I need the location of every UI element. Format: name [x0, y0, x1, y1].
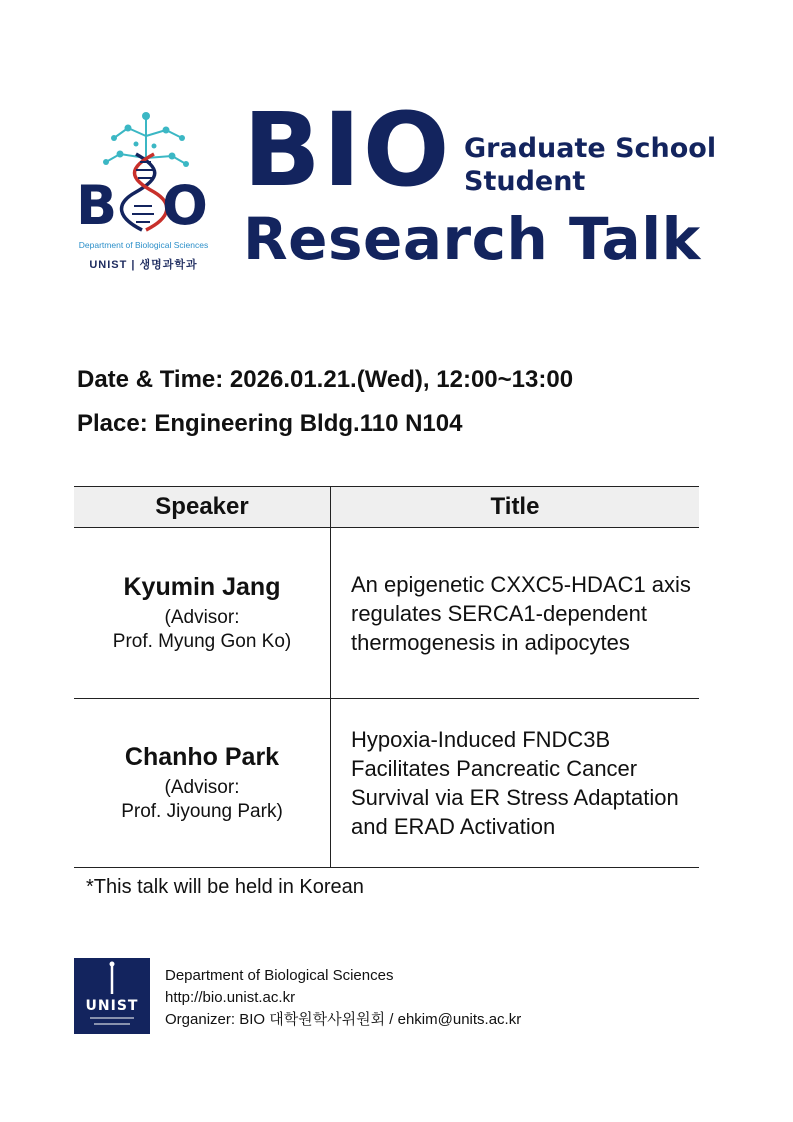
talk-schedule-table: [74, 486, 699, 868]
logo-o-letter: O: [162, 174, 208, 237]
talk-title: An epigenetic CXXC5-HDAC1 axis regulates SERCA1-dependent thermogenesis in adipocytes: [331, 528, 700, 699]
date-time-text: Date & Time: 2026.01.21.(Wed), 12:00~13:00: [77, 366, 574, 393]
footer-department: Department of Biological Sciences: [165, 967, 394, 984]
graduate-school-line: Graduate School: [464, 133, 717, 164]
unist-emblem-icon: [74, 958, 150, 1034]
footer-contact: [165, 965, 521, 1031]
unist-logo-text: UNIST: [85, 998, 139, 1014]
advisor-name: Prof. Myung Gon Ko): [112, 630, 292, 652]
research-talk-heading: Research Talk: [243, 205, 701, 273]
speaker-cell: [74, 699, 331, 868]
advisor-name: Prof. Jiyoung Park): [121, 800, 283, 822]
student-line: Student: [464, 165, 586, 197]
speaker-column-header: Speaker: [74, 487, 331, 528]
bio-department-logo: [66, 106, 221, 274]
footer-website: http://bio.unist.ac.kr: [165, 989, 296, 1006]
table-header-row: [74, 487, 699, 528]
speaker-name: Chanho Park: [124, 742, 280, 771]
advisor-label: (Advisor:: [164, 606, 240, 628]
dna-tree-icon: [66, 106, 221, 241]
graduate-school-student-heading: [464, 133, 716, 199]
place-text: Place: Engineering Bldg.110 N104: [77, 410, 463, 437]
table-row: [74, 699, 699, 868]
advisor-label: (Advisor:: [164, 776, 240, 798]
title-column-header: Title: [331, 487, 700, 528]
logo-unist-text: UNIST | 생명과학과: [89, 259, 198, 271]
language-note: *This talk will be held in Korean: [86, 876, 364, 898]
speaker-cell: [74, 528, 331, 699]
table-row: [74, 528, 699, 699]
logo-department-text: Department of Biological Sciences: [78, 240, 209, 250]
talk-title: Hypoxia-Induced FNDC3B Facilitates Pancreatic Cancer Survival via ER Stress Adaptation and ERAD Activation: [331, 699, 700, 868]
logo-b-letter: B: [76, 174, 118, 237]
bio-heading: BIO: [243, 91, 452, 210]
footer-organizer: Organizer: BIO 대학원학사위원회 / ehkim@units.ac.kr: [165, 1011, 522, 1028]
speaker-name: Kyumin Jang: [123, 572, 281, 601]
unist-logo: [74, 958, 150, 1034]
